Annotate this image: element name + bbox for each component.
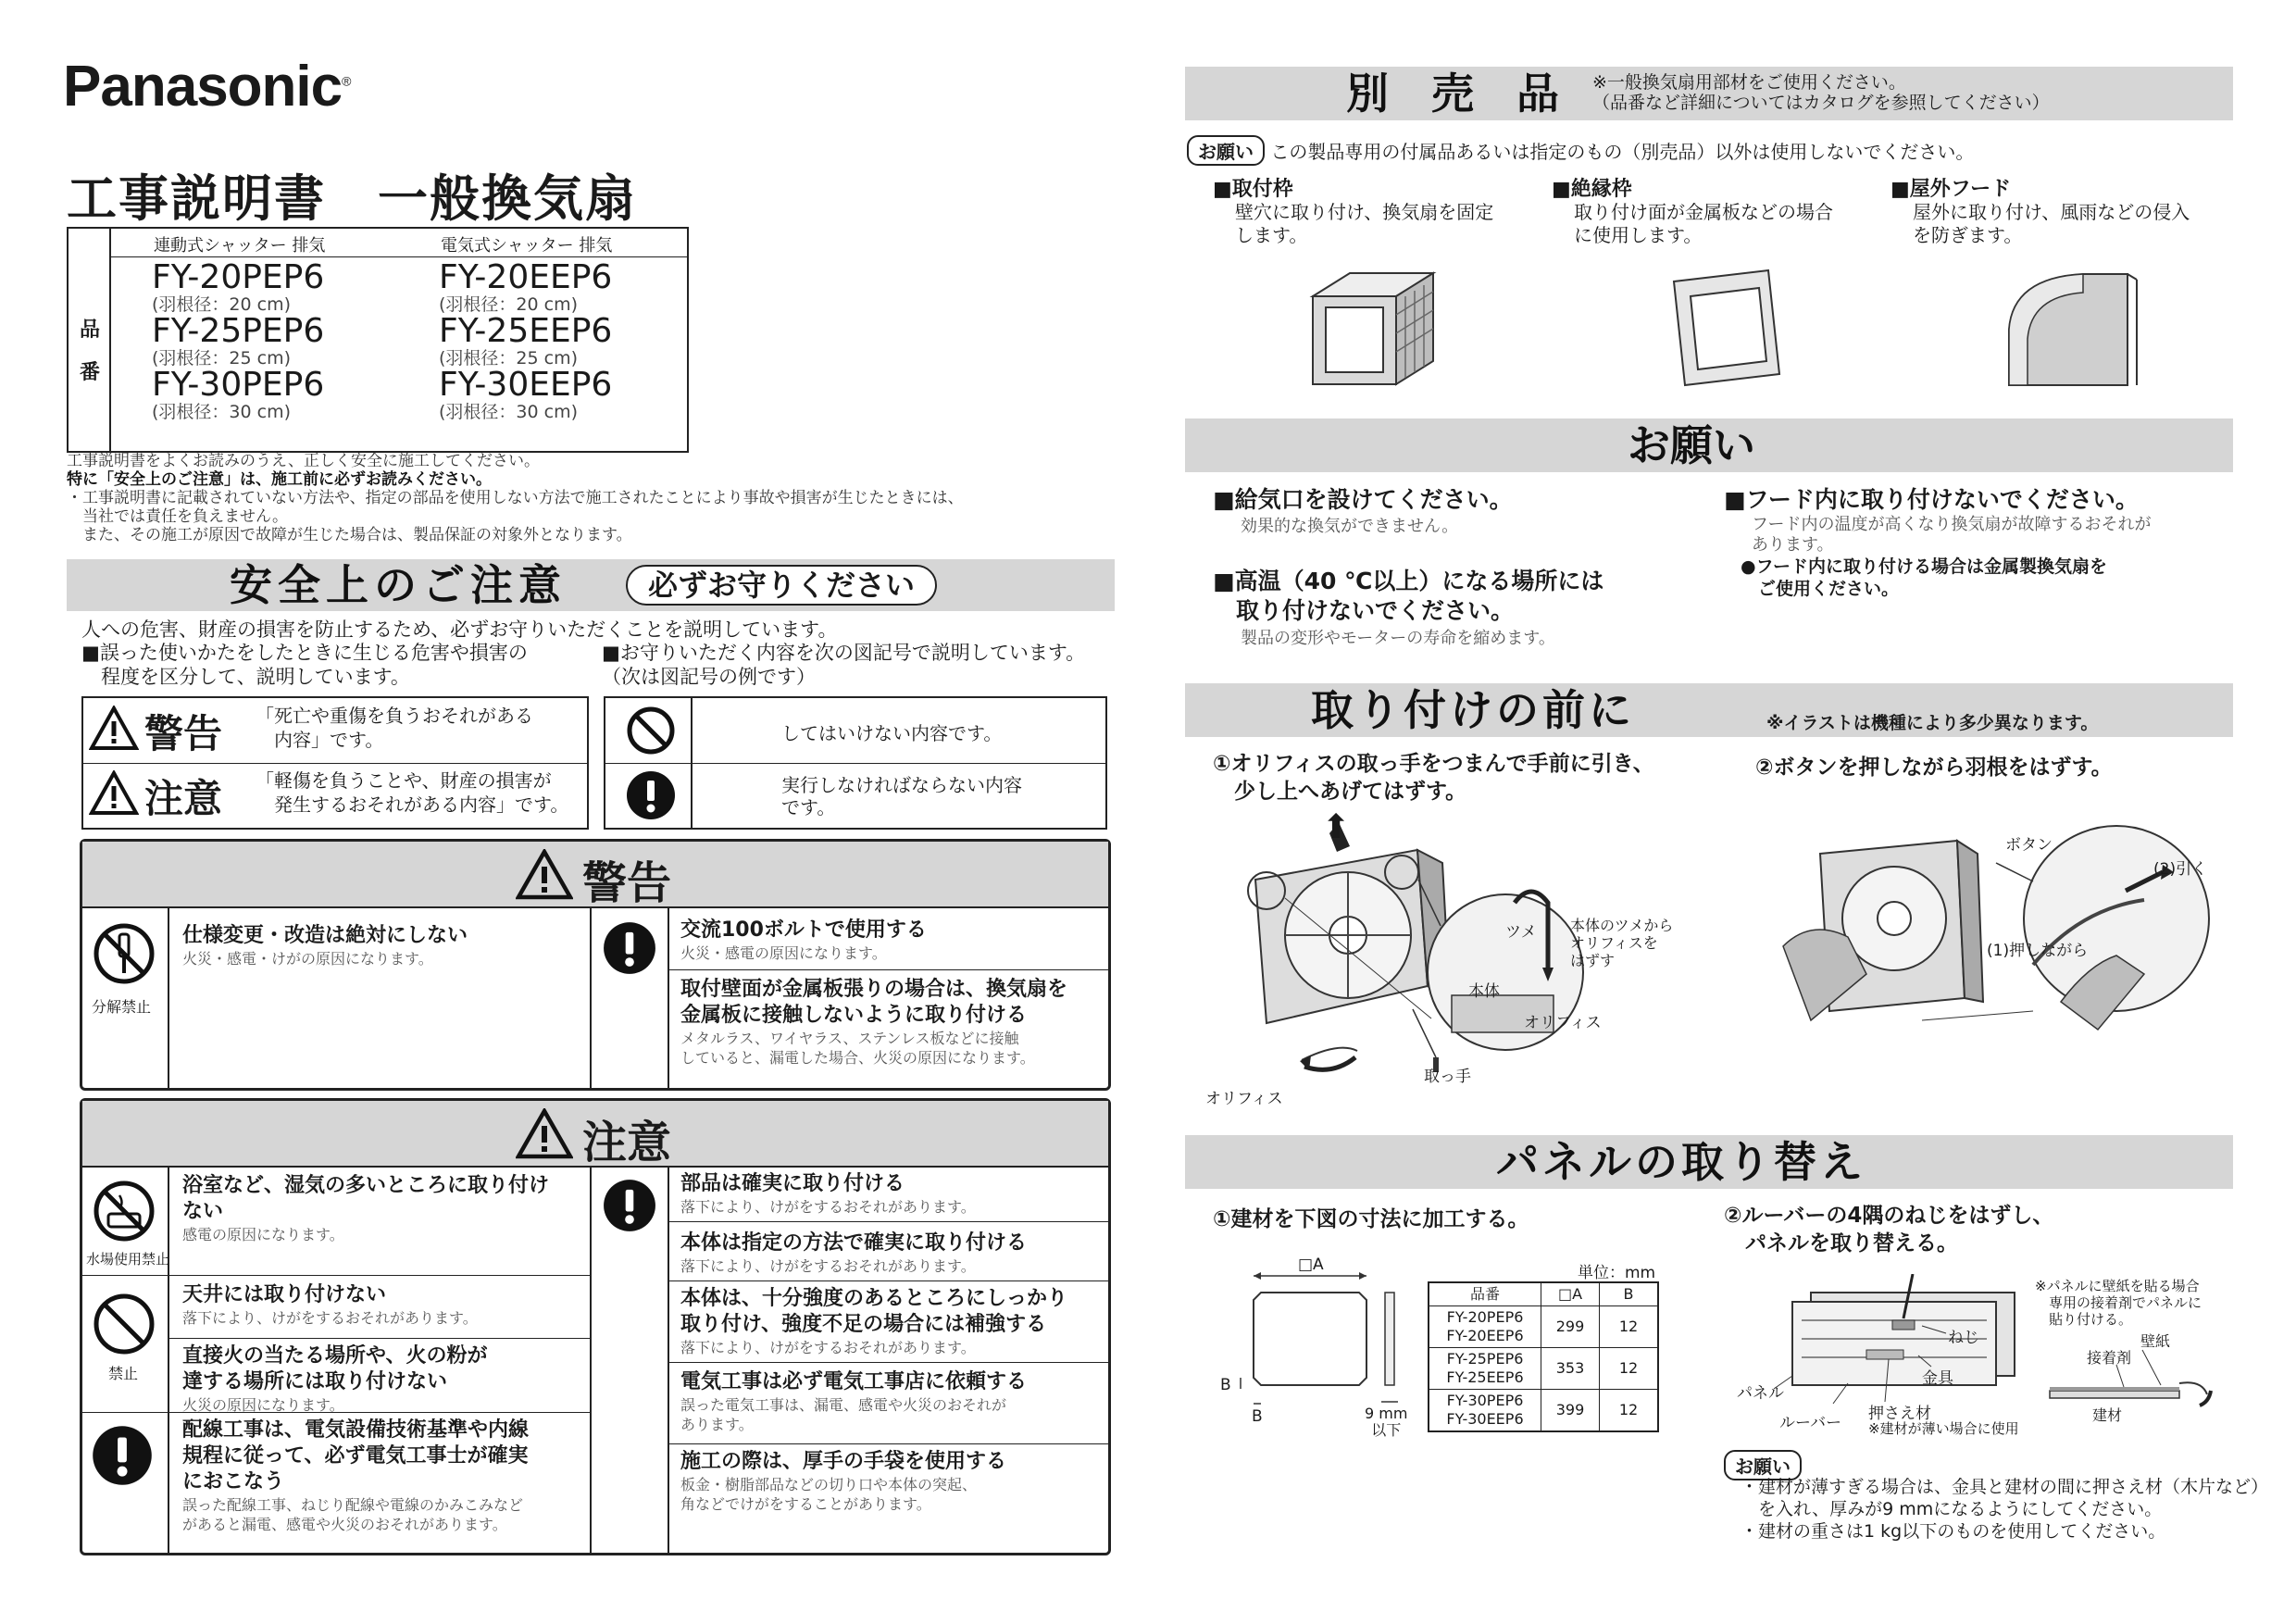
caution-word: 注意 [144,776,223,821]
warning-right-item-2-title-2: 金属板に接触しないように取り付ける [680,1004,1028,1027]
dim-b-bottom-label: B [1252,1407,1263,1426]
accessory-1-desc-1: 壁穴に取り付け、換気扇を固定 [1235,201,1494,223]
label-presser: 押さえ材 [1868,1405,1931,1423]
safety-badge: 必ずお守りください [626,565,937,606]
request-2-sub: 製品の変形やモーターの寿命を縮めます。 [1241,629,1555,648]
model-left-2-sub: (羽根径：25 cm) [152,348,291,369]
warning-left-item-title: 仕様変更・改造は絶対にしない [182,924,468,947]
warning-right-item-2-sub-2: していると、漏電した場合、火災の原因になります。 [680,1049,1035,1067]
model-table-side-1: 品 [80,319,101,342]
model-right-2-sub: (羽根径：25 cm) [439,348,578,369]
model-left-1: FY-20PEP6 [152,258,325,296]
wallpaper-figure [2040,1330,2226,1422]
col-header-right: 電気式シャッター 排気 [441,236,613,256]
label-push: (1)押しながら [1987,942,2089,960]
label-adhesive: 接着剤 [2087,1349,2132,1367]
up-arrow-icon: ⬆ [1322,808,1351,846]
model-right-1: FY-20EEP6 [439,258,613,296]
prohibit-icon [626,706,676,756]
dim-table-header-b: B [1623,1285,1634,1303]
model-right-3-sub: (羽根径：30 cm) [439,402,578,422]
row3-a: 399 [1541,1390,1600,1430]
model-left-3-sub: (羽根径：30 cm) [152,402,291,422]
caution-prohibit-icon [92,1292,156,1356]
caution-left-3-title-2: 達する場所には取り付けない [182,1370,448,1393]
row2-b: 12 [1618,1359,1639,1377]
caution-right-1-title: 部品は確実に取り付ける [680,1172,905,1195]
before-install-step-1-line-2: 少し上へあげてはずす。 [1213,780,1467,804]
panel-request-1: ・建材が薄すぎる場合は、金具と建材の間に押さえ材（木片など） [1741,1477,2269,1497]
request-2-title-1: ■高温（40 ℃以上）になる場所には [1213,568,1604,594]
accessory-2-desc-1: 取り付け面が金属板などの場合 [1574,201,1833,223]
row3-model-2: FY-30EEP6 [1446,1410,1524,1428]
warning-right-item-2-sub-1: メタルラス、ワイヤラス、ステンレス板などに接触 [680,1030,1019,1047]
caution-right-2-sub: 落下により、けがをするおそれがあります。 [680,1257,976,1275]
caution-box-triangle-icon [516,1108,573,1160]
accessory-2-desc-2: に使用します。 [1574,224,1703,246]
warning-right-item-1-title: 交流100ボルトで使用する [680,918,927,942]
table-row [1429,1348,1657,1390]
safety-heading-bar [67,559,1115,611]
warning-box-triangle-icon [516,849,573,901]
label-orifice: オリフィス [1205,1090,1283,1108]
row1-model-2: FY-20EEP6 [1446,1327,1524,1344]
panel-replace-figure [1737,1274,2033,1441]
row1-model-1: FY-20PEP6 [1446,1308,1524,1326]
label-tsume: ツメ [1505,923,1537,942]
label-pull: (2)引く [2153,860,2208,879]
request-3-bullet-1: ●フード内に取り付ける場合は金属製換気扇を [1741,556,2108,577]
caution-triangle-icon [89,770,139,817]
row2-a: 353 [1541,1348,1600,1389]
model-left-2: FY-25PEP6 [152,312,325,350]
panel-request-3: ・建材の重さは1 kg以下のものを使用してください。 [1741,1521,2166,1542]
request-1-sub: 効果的な換気ができません。 [1241,517,1459,536]
row3-b: 12 [1618,1401,1639,1418]
accessory-3-name: ■屋外フード [1890,178,2012,201]
accessory-1-name: ■取付枠 [1213,178,1293,201]
caution-right-3-title-1: 本体は、十分強度のあるところにしっかり [680,1287,1068,1310]
caution-prohibit-label: 禁止 [108,1365,139,1382]
accessories-request-text: この製品専用の付属品あるいは指定のもの（別売品）以外は使用しないでください。 [1270,141,1975,163]
intro-notes [67,452,964,544]
caution-left-1-title-2: ない [182,1200,224,1223]
mandatory-icon [626,770,676,820]
caution-right-3-sub: 落下により、けがをするおそれがあります。 [680,1339,976,1356]
caution-right-5-sub-2: 角などでけがをすることがあります。 [680,1495,931,1513]
model-right-3: FY-30EEP6 [439,366,613,404]
request-3-title: ■フード内に取り付けないでください。 [1724,486,2139,513]
dimension-unit: 単位：mm [1578,1264,1656,1282]
caution-left-2-sub: 落下により、けがをするおそれがあります。 [182,1309,478,1327]
intro-note-3: ・工事説明書に記載されていない方法や、指定の部品を使用しない方法で施工されたことにより事故や損害が生じたときには、 [67,489,964,507]
disassembly-prohibited-label: 分解禁止 [92,998,152,1016]
panel-request-badge-label: お願い [1724,1450,1802,1480]
label-body-claw-1: 本体のツメから [1570,917,1674,934]
caution-left-3-title-1: 直接火の当たる場所や、火の粉が [182,1344,488,1368]
before-install-note: ※イラストは機種により多少異なります。 [1766,713,2099,733]
table-row [1429,1390,1657,1430]
caution-mandatory-right-icon [603,1179,656,1232]
accessories-request-badge: お願い [1187,135,1265,166]
before-install-title: 取り付けの前に [1311,685,1635,735]
caution-right-2-title: 本体は指定の方法で確実に取り付ける [680,1231,1028,1255]
caution-right-3-title-2: 取り付け、強度不足の場合には補強する [680,1313,1047,1336]
caution-box [80,1098,1111,1555]
orifice-removal-figure [1200,808,1700,1111]
insulation-frame-illustration [1666,263,1787,393]
request-3-bullet-2: ご使用ください。 [1741,579,1900,599]
request-3-sub-2: あります。 [1752,535,1834,555]
caution-left-1-sub: 感電の原因になります。 [182,1226,344,1243]
caution-right-4-title: 電気工事は必ず電気工事店に依頼する [680,1370,1028,1393]
wallpaper-note-3: 貼り付ける。 [2035,1311,2133,1328]
safety-left-point-1: ■誤った使いかたをしたときに生じる危害や損害の [81,642,528,664]
panel-step-2-line-1: ②ルーバーの4隅のねじをはずし、 [1724,1204,2054,1228]
model-table [67,227,689,453]
col-header-left: 連動式シャッター 排気 [154,236,326,256]
label-panel: パネル [1737,1384,1784,1403]
doc-title: 工事説明書 一般換気扇 [67,169,637,228]
model-right-2: FY-25EEP6 [439,312,613,350]
requests-title: お願い [1628,420,1755,470]
intro-note-5: また、その施工が原因で故障が生じた場合は、製品保証の対象外となります。 [67,526,632,544]
warning-box [80,839,1111,1091]
panel-dimension-drawing [1213,1255,1416,1441]
caution-left-2-title: 天井には取り付けない [182,1283,387,1306]
warning-mandatory-icon [603,921,656,975]
warning-right-item-2-title-1: 取付壁面が金属板張りの場合は、換気扇を [680,978,1068,1001]
dim-below-label: 以下 [1371,1421,1402,1439]
row2-model-1: FY-25PEP6 [1446,1350,1524,1368]
blade-removal-figure [1755,817,2218,1039]
registered-mark: ® [342,73,351,89]
dimension-table [1428,1281,1659,1432]
safety-right-point-2: （次は図記号の例です） [602,666,816,688]
warning-box-title: 警告 [582,857,672,909]
caution-left-4-title-2: 規程に従って、必ず電気工事士が確実 [182,1444,529,1468]
label-button: ボタン [2005,836,2053,855]
caution-left-4-sub-2: があると漏電、感電や火災のおそれがあります。 [182,1516,507,1533]
accessories-note-1: ※一般換気扇用部材をご使用ください。 [1592,72,1906,93]
model-left-1-sub: (羽根径：20 cm) [152,294,291,315]
water-prohibited-icon [92,1179,156,1243]
label-presser-note: ※建材が薄い場合に使用 [1868,1420,2019,1437]
accessory-3-desc-1: 屋外に取り付け、風雨などの侵入 [1913,201,2190,223]
wallpaper-note-1: ※パネルに壁紙を貼る場合 [2035,1278,2200,1294]
caution-left-1-title-1: 浴室など、湿気の多いところに取り付け [182,1174,550,1197]
warning-triangle-icon [89,706,139,752]
warning-word: 警告 [144,711,223,756]
label-louver: ルーバー [1779,1414,1842,1432]
before-install-step-1-line-1: ①オリフィスの取っ手をつまんで手前に引き、 [1213,752,1654,776]
caution-mandatory-left-icon [92,1425,153,1486]
caution-left-4-sub-1: 誤った配線工事、ねじり配線や電線のかみこみなど [182,1496,524,1514]
label-material: 建材 [2092,1406,2123,1424]
signal-word-table [81,696,589,830]
intro-note-4: 当社では責任を負えません。 [67,507,289,526]
row3-model-1: FY-30PEP6 [1446,1392,1524,1409]
dim-a-label: □A [1298,1255,1324,1274]
brand-name: Panasonic [63,55,343,119]
caution-right-4-sub-2: あります。 [680,1416,754,1433]
accessory-3-desc-2: を防ぎます。 [1913,224,2023,246]
accessory-2-name: ■絶縁枠 [1552,178,1632,201]
label-fitting: 金具 [1922,1369,1953,1388]
caution-left-4-title-3: におこなう [182,1470,285,1493]
wallpaper-note-2: 専用の接着剤でパネルに [2035,1294,2202,1311]
label-body-claw-2: オリフィスを [1570,934,1658,952]
label-handle: 取っ手 [1424,1068,1471,1086]
mandatory-desc-2: です。 [781,796,836,818]
warning-right-item-1-sub: 火災・感電の原因になります。 [680,944,887,962]
caution-left-3-sub: 火災の原因になります。 [182,1396,344,1414]
dim-9mm-label: 9 mm [1365,1405,1408,1422]
symbol-example-table [604,696,1107,830]
accessories-note-2: （品番など詳細についてはカタログを参照してください） [1592,93,2050,113]
warning-desc-2: 内容」です。 [256,729,384,751]
prohibit-desc: してはいけない内容です。 [781,722,1003,744]
request-2-title-2: 取り付けないでください。 [1213,597,1515,624]
accessory-1-desc-2: します。 [1235,224,1308,246]
caution-desc-2: 発生するおそれがある内容」です。 [256,793,569,816]
safety-left-point-2: 程度を区分して、説明しています。 [81,666,410,688]
panel-step-2-line-2: パネルを取り替える。 [1724,1231,1958,1255]
row1-b: 12 [1618,1318,1639,1335]
dim-table-header-a: □A [1541,1283,1600,1305]
mandatory-desc-1: 実行しなければならない内容 [781,774,1022,796]
brand-logo [63,54,350,119]
panel-request-2: を入れ、厚みが9 mmになるようにしてください。 [1741,1499,2163,1519]
table-row [1429,1306,1657,1348]
caution-left-4-title-1: 配線工事は、電気設備技術基準や内線 [182,1418,530,1442]
caution-right-5-sub-1: 板金・樹脂部品などの切り口や本体の突起、 [680,1476,978,1493]
safety-lead: 人への危害、財産の損害を防止するため、必ずお守りいただくことを説明しています。 [81,618,838,641]
warning-left-item-sub: 火災・感電・けがの原因になります。 [182,950,433,968]
label-body-claw-3: はずす [1570,952,1616,969]
disassembly-prohibited-icon [92,921,156,986]
before-install-step-2: ②ボタンを押しながら羽根をはずす。 [1755,756,2113,780]
accessories-title: 別 売 品 [1346,69,1559,119]
intro-note-1: 工事説明書をよくお読みのうえ、正しく安全に施工してください。 [67,452,541,470]
model-table-side-2: 番 [80,361,101,384]
label-orifice-zoom: オリフィス [1524,1014,1602,1032]
dim-b-side-label: B [1220,1376,1231,1394]
request-3-sub-1: フード内の温度が高くなり換気扇が故障するおそれが [1752,515,2152,534]
safety-title: 安全上のご注意 [230,560,567,610]
caution-right-5-title: 施工の際は、厚手の手袋を使用する [680,1450,1007,1473]
model-right-1-sub: (羽根径：20 cm) [439,294,578,315]
request-1-title: ■給気口を設けてください。 [1213,486,1513,513]
panel-replace-title: パネルの取り替え [1496,1137,1866,1187]
outdoor-hood-illustration [2000,265,2139,394]
label-wallpaper: 壁紙 [2140,1332,2171,1350]
row1-a: 299 [1541,1306,1600,1347]
panel-step-1: ①建材を下図の寸法に加工する。 [1213,1207,1529,1231]
dim-table-header-model: 品番 [1429,1283,1541,1305]
caution-box-title: 注意 [582,1117,672,1168]
water-prohibited-label: 水場使用禁止 [86,1251,170,1268]
caution-desc-1: 「軽傷を負うことや、財産の損害が [256,769,552,792]
intro-note-2: 特に「安全上のご注意」は、施工前に必ずお読みください。 [67,470,492,489]
safety-right-point-1: ■お守りいただく内容を次の図記号で説明しています。 [602,642,1086,664]
row2-model-2: FY-25EEP6 [1446,1368,1524,1386]
mounting-frame-illustration [1304,269,1442,389]
label-body: 本体 [1468,982,1500,1001]
caution-right-4-sub-1: 誤った電気工事は、漏電、感電や火災のおそれが [680,1396,1007,1414]
model-left-3: FY-30PEP6 [152,366,325,404]
label-screw: ねじ [1948,1329,1979,1347]
caution-right-1-sub: 落下により、けがをするおそれがあります。 [680,1198,976,1216]
warning-desc-1: 「死亡や重傷を負うおそれがある [256,705,533,727]
